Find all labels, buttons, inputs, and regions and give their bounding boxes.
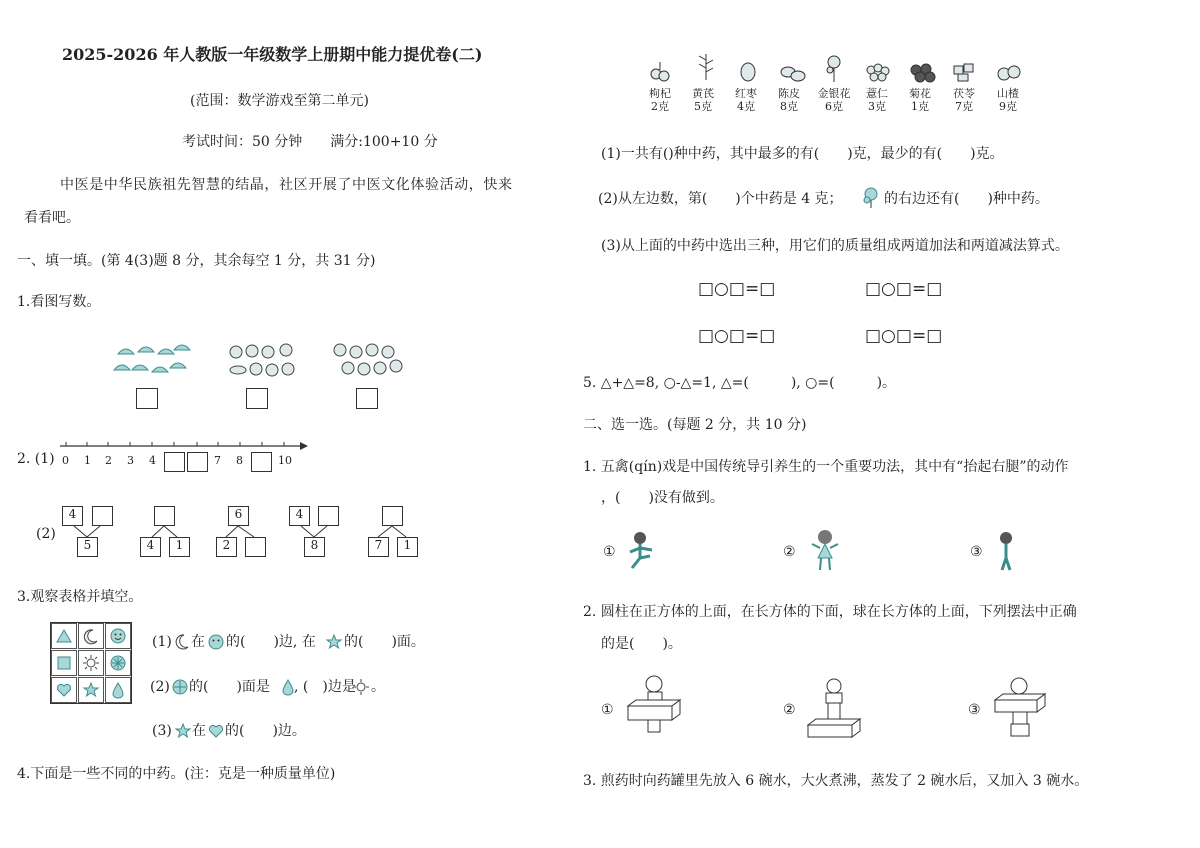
exam-time-score: 考试时间：50 分钟 满分:100+10 分 bbox=[182, 134, 438, 150]
q3-part1-mid2: 的( )边, 在 bbox=[226, 634, 316, 650]
honeysuckle-icon bbox=[862, 186, 880, 210]
q3-part1-mid1: 在 bbox=[191, 634, 205, 650]
bond-3-top: 6 bbox=[228, 506, 249, 526]
q3-part2-end: 。 bbox=[371, 679, 385, 695]
grid-sun-icon bbox=[78, 650, 104, 676]
grid-triangle-icon bbox=[51, 623, 77, 649]
grid-square-icon bbox=[51, 650, 77, 676]
bond-4-bottom: 8 bbox=[304, 537, 325, 557]
s2-q1-option-3-label[interactable]: ③ bbox=[970, 544, 983, 560]
exam-scope: (范围：数学游戏至第二单元) bbox=[190, 93, 369, 109]
q3-part2-mid: 的( )面是 bbox=[189, 679, 270, 695]
number-line-box-5[interactable] bbox=[164, 452, 185, 472]
herb-1-name: 枸杞 bbox=[649, 87, 671, 100]
bond-3-left: 2 bbox=[216, 537, 237, 557]
number-line-box-9[interactable] bbox=[251, 452, 272, 472]
shell-group-2-icon bbox=[226, 342, 306, 378]
symbol-grid bbox=[50, 622, 132, 704]
question-2-label: 2. (1) bbox=[17, 451, 55, 467]
moon-icon bbox=[175, 634, 189, 650]
question-1: 1.看图写数。 bbox=[17, 294, 101, 310]
s2-question-1-line1: 1. 五禽(qín)戏是中国传统导引养生的一个重要功法，其中有“抬起右腿”的动作 bbox=[583, 459, 1069, 475]
q3-part2-mid2: , ( )边是 bbox=[294, 679, 356, 695]
herb-6-weight: 3克 bbox=[868, 100, 886, 113]
q4-part2-suffix: 的右边还有( )种中药。 bbox=[884, 191, 1049, 207]
herb-icons-row bbox=[646, 50, 1036, 86]
tick-1: 1 bbox=[84, 454, 91, 467]
s2-q2-option-1-label[interactable]: ① bbox=[601, 702, 614, 718]
heart-icon bbox=[208, 724, 224, 738]
herb-5-name: 金银花 bbox=[817, 87, 851, 100]
q3-part3-end: 的( )边。 bbox=[225, 723, 306, 739]
bond-3-right-box[interactable] bbox=[245, 537, 266, 557]
stack-option-1-icon bbox=[626, 674, 686, 736]
grid-smiley-icon bbox=[105, 623, 131, 649]
intro-line-2: 看看吧。 bbox=[24, 210, 80, 226]
s2-question-3-line1: 3. 煎药时向药罐里先放入 6 碗水，大火煮沸，蒸发了 2 碗水后，又加入 3 碗水。 bbox=[583, 773, 1089, 789]
stack-option-2-icon bbox=[806, 678, 866, 738]
equation-sub-2[interactable]: □○□=□ bbox=[865, 326, 943, 346]
bond-1-top-right-box[interactable] bbox=[92, 506, 113, 526]
figure-pose-2-icon bbox=[810, 528, 840, 574]
bond-4-top-left: 4 bbox=[289, 506, 310, 526]
answer-box-shells-2[interactable] bbox=[246, 388, 268, 409]
q3-part2-prefix: (2) bbox=[150, 679, 170, 695]
s2-question-1-line2: ，( )没有做到。 bbox=[601, 490, 724, 506]
grid-moon-icon bbox=[78, 623, 104, 649]
number-line bbox=[60, 440, 310, 452]
equation-add-2[interactable]: □○□=□ bbox=[865, 279, 943, 299]
bond-4-top-right-box[interactable] bbox=[318, 506, 339, 526]
s2-question-2-line1: 2. 圆柱在正方体的上面，在长方体的下面，球在长方体的上面，下列摆法中正确 bbox=[583, 604, 1077, 620]
herb-7-weight: 1克 bbox=[911, 100, 929, 113]
herb-4-name: 陈皮 bbox=[778, 87, 800, 100]
q3-part3-prefix: (3) bbox=[152, 723, 172, 739]
tick-0: 0 bbox=[62, 454, 69, 467]
herb-1-weight: 2克 bbox=[651, 100, 669, 113]
herb-9-name: 山楂 bbox=[997, 87, 1019, 100]
s2-question-2-line2: 的是( )。 bbox=[601, 636, 682, 652]
star-icon bbox=[326, 634, 342, 650]
star-icon-2 bbox=[175, 723, 191, 739]
grid-drop-icon bbox=[105, 677, 131, 703]
number-line-box-6[interactable] bbox=[187, 452, 208, 472]
herb-9-weight: 9克 bbox=[999, 100, 1017, 113]
q3-part1-prefix: (1) bbox=[152, 634, 172, 650]
page-title: 2025-2026 年人教版一年级数学上册期中能力提优卷(二) bbox=[62, 45, 483, 64]
q3-part1-end: 的( )面。 bbox=[344, 634, 425, 650]
q4-part3: (3)从上面的中药中选出三种，用它们的质量组成两道加法和两道减法算式。 bbox=[601, 238, 1069, 254]
q4-part2-prefix: (2)从左边数，第( )个中药是 4 克； bbox=[598, 191, 843, 207]
q3-part3-mid: 在 bbox=[192, 723, 206, 739]
s2-q1-option-2-label[interactable]: ② bbox=[783, 544, 796, 560]
s2-q1-option-1-label[interactable]: ① bbox=[603, 544, 616, 560]
answer-box-shells-3[interactable] bbox=[356, 388, 378, 409]
bond-1-top-left: 4 bbox=[62, 506, 83, 526]
q4-part1: (1)一共有()种中药，其中最多的有( )克，最少的有( )克。 bbox=[601, 146, 1004, 162]
drop-icon bbox=[282, 679, 294, 695]
herb-5-weight: 6克 bbox=[825, 100, 843, 113]
question-5: 5. △+△=8, ○-△=1, △=( ), ○=( )。 bbox=[583, 375, 897, 391]
question-2-sub-label: (2) bbox=[36, 526, 56, 542]
herb-8-weight: 7克 bbox=[955, 100, 973, 113]
grid-heart-icon bbox=[51, 677, 77, 703]
equation-add-1[interactable]: □○□=□ bbox=[698, 279, 776, 299]
herb-4-weight: 8克 bbox=[780, 100, 798, 113]
tick-4: 4 bbox=[149, 454, 156, 467]
bond-1-bottom: 5 bbox=[77, 537, 98, 557]
snowflake-icon bbox=[172, 679, 188, 695]
herb-6-name: 薏仁 bbox=[866, 87, 888, 100]
grid-star-icon bbox=[78, 677, 104, 703]
smiley-icon bbox=[208, 634, 224, 650]
intro-line-1: 中医是中华民族祖先智慧的结晶，社区开展了中医文化体验活动，快来 bbox=[60, 177, 513, 193]
tick-3: 3 bbox=[127, 454, 134, 467]
herb-2-name: 黄芪 bbox=[692, 87, 714, 100]
s2-q2-option-3-label[interactable]: ③ bbox=[968, 702, 981, 718]
question-3: 3.观察表格并填空。 bbox=[17, 589, 143, 605]
stack-option-3-icon bbox=[993, 676, 1053, 738]
herb-8-name: 茯苓 bbox=[953, 87, 975, 100]
tick-2: 2 bbox=[105, 454, 112, 467]
herb-7-name: 菊花 bbox=[909, 87, 931, 100]
bond-2-left: 4 bbox=[140, 537, 161, 557]
sun-icon bbox=[353, 679, 369, 695]
section2-heading: 二、选一选。(每题 2 分，共 10 分) bbox=[583, 417, 807, 433]
herb-2-weight: 5克 bbox=[694, 100, 712, 113]
bond-5-left: 7 bbox=[368, 537, 389, 557]
bond-2-top-box[interactable] bbox=[154, 506, 175, 526]
herb-3-name: 红枣 bbox=[735, 87, 757, 100]
herb-3-weight: 4克 bbox=[737, 100, 755, 113]
figure-pose-1-icon bbox=[626, 530, 656, 574]
answer-box-shells-1[interactable] bbox=[136, 388, 158, 409]
question-4: 4.下面是一些不同的中药。(注：克是一种质量单位) bbox=[17, 766, 336, 782]
tick-7: 7 bbox=[214, 454, 221, 467]
shell-group-3-icon bbox=[330, 342, 410, 378]
section1-heading: 一、填一填。(第 4(3)题 8 分，其余每空 1 分，共 31 分) bbox=[17, 253, 376, 269]
s2-q2-option-2-label[interactable]: ② bbox=[783, 702, 796, 718]
tick-10: 10 bbox=[278, 454, 292, 467]
grid-snowflake-icon bbox=[105, 650, 131, 676]
figure-pose-3-icon bbox=[994, 530, 1018, 574]
bond-5-right: 1 bbox=[397, 537, 418, 557]
equation-sub-1[interactable]: □○□=□ bbox=[698, 326, 776, 346]
shell-group-1-icon bbox=[112, 342, 192, 378]
bond-2-right: 1 bbox=[169, 537, 190, 557]
bond-5-top-box[interactable] bbox=[382, 506, 403, 526]
tick-8: 8 bbox=[236, 454, 243, 467]
